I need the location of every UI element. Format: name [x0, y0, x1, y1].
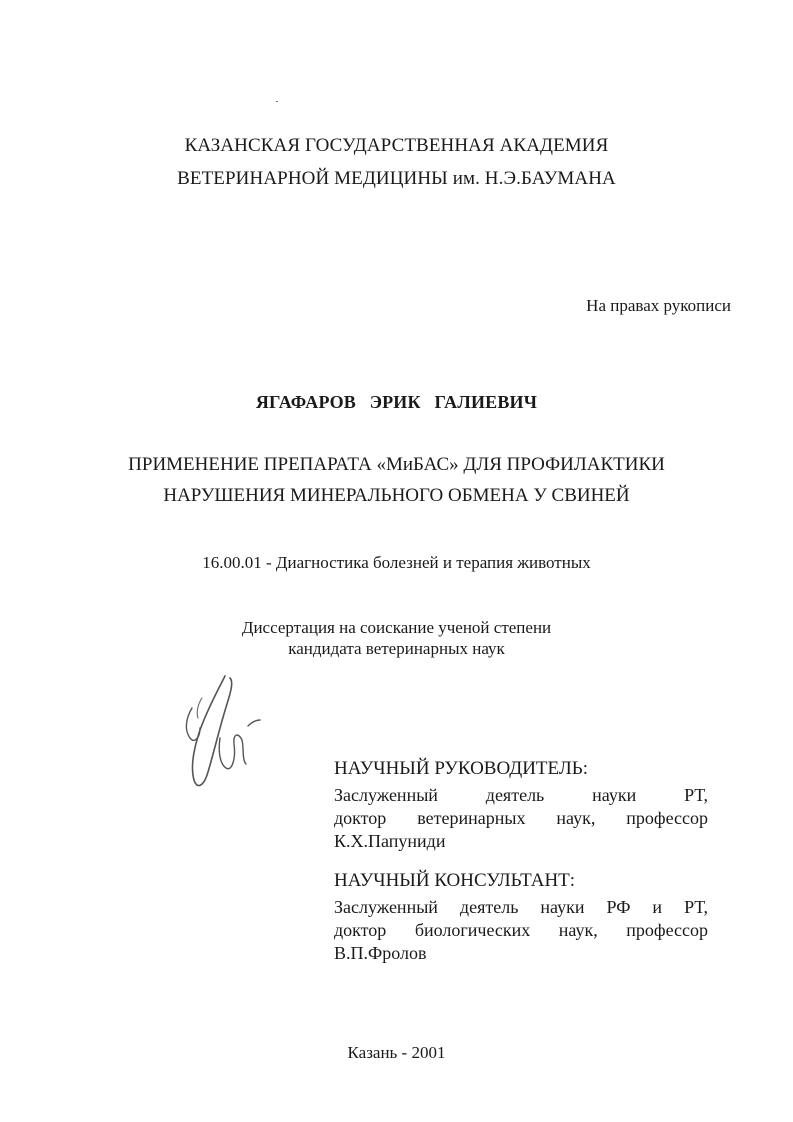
- manuscript-note: На правах рукописи: [586, 296, 731, 315]
- author-name: ЯГАФАРОВ ЭРИК ГАЛИЕВИЧ: [255, 392, 538, 412]
- thesis-title-line-2: НАРУШЕНИЯ МИНЕРАЛЬНОГО ОБМЕНА У СВИНЕЙ: [163, 485, 630, 506]
- consultant-block: [334, 871, 708, 965]
- thesis-title-line-1: ПРИМЕНЕНИЕ ПРЕПАРАТА «МиБАС» ДЛЯ ПРОФИЛАКТИКИ: [128, 454, 665, 475]
- degree-line-2: кандидата ветеринарных наук: [288, 639, 505, 658]
- institution-line-1: КАЗАНСКАЯ ГОСУДАРСТВЕННАЯ АКАДЕМИЯ: [184, 135, 609, 156]
- institution-line-2: ВЕТЕРИНАРНОЙ МЕДИЦИНЫ им. Н.Э.БАУМАНА: [177, 168, 616, 189]
- supervisor-block: [334, 759, 708, 853]
- consultant-name: В.П.Фролов: [334, 943, 427, 963]
- handwritten-signature: [170, 668, 270, 798]
- consultant-title-line-2: доктор биологических наук, профессор: [334, 920, 708, 940]
- degree-line-1: Диссертация на соискание ученой степени: [241, 618, 552, 637]
- supervisor-title-line-1: Заслуженный деятель науки РТ,: [334, 785, 708, 805]
- supervisor-heading: НАУЧНЫЙ РУКОВОДИТЕЛЬ:: [334, 758, 588, 779]
- consultant-heading: НАУЧНЫЙ КОНСУЛЬТАНТ:: [334, 870, 576, 891]
- city-year: Казань - 2001: [347, 1043, 446, 1062]
- supervisor-name: К.Х.Папуниди: [334, 831, 446, 851]
- scan-speck: [276, 101, 278, 102]
- consultant-title-line-1: Заслуженный деятель науки РФ и РТ,: [334, 897, 708, 917]
- specialty-code: 16.00.01 - Диагностика болезней и терапия животных: [202, 553, 591, 572]
- supervisor-title-line-2: доктор ветеринарных наук, профессор: [334, 808, 708, 828]
